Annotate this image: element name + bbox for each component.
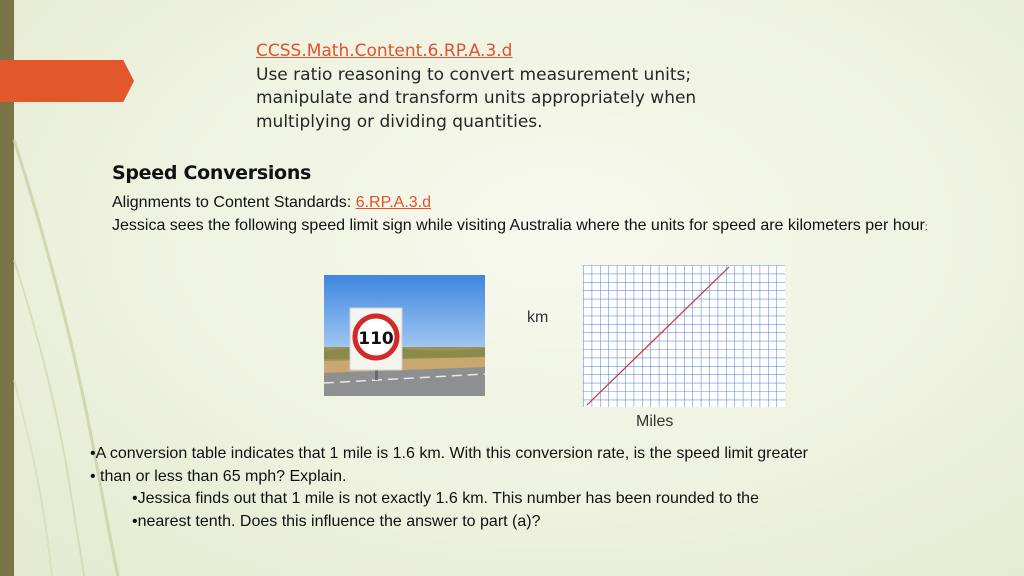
standard-line-1: Use ratio reasoning to convert measurement units; xyxy=(256,64,692,85)
standard-block xyxy=(256,40,776,134)
question-line-4: •nearest tenth. Does this influence the answer to part (a)? xyxy=(132,512,541,530)
speed-limit-photo xyxy=(324,275,485,396)
description-text: Jessica sees the following speed limit sign while visiting Australia where the units for speed are kilometers per hour xyxy=(112,217,925,234)
section-title: Speed Conversions xyxy=(112,162,312,184)
problem-description xyxy=(112,214,952,239)
conversion-graph xyxy=(583,265,785,407)
question-list xyxy=(90,443,970,533)
section-body xyxy=(112,191,952,239)
graph-y-label: km xyxy=(527,309,549,326)
question-line-3: •Jessica finds out that 1 mile is not exactly 1.6 km. This number has been rounded to the xyxy=(132,490,759,507)
alignment-prefix: Alignments to Content Standards: xyxy=(112,194,356,211)
question-line-1: •A conversion table indicates that 1 mile is 1.6 km. With this conversion rate, is the speed limit greater xyxy=(90,445,808,462)
standard-line-3: multiplying or dividing quantities. xyxy=(256,111,543,132)
speed-sign-value: 110 xyxy=(358,329,394,349)
standard-link[interactable]: CCSS.Math.Content.6.RP.A.3.d xyxy=(256,41,513,61)
alignment-link[interactable]: 6.RP.A.3.d xyxy=(355,194,432,211)
alignment-line xyxy=(112,191,952,214)
description-colon: : xyxy=(924,222,928,233)
graph-x-label: Miles xyxy=(636,413,674,430)
standard-line-2: manipulate and transform units appropriately when xyxy=(256,88,697,108)
question-line-2: • than or less than 65 mph? Explain. xyxy=(90,467,347,485)
